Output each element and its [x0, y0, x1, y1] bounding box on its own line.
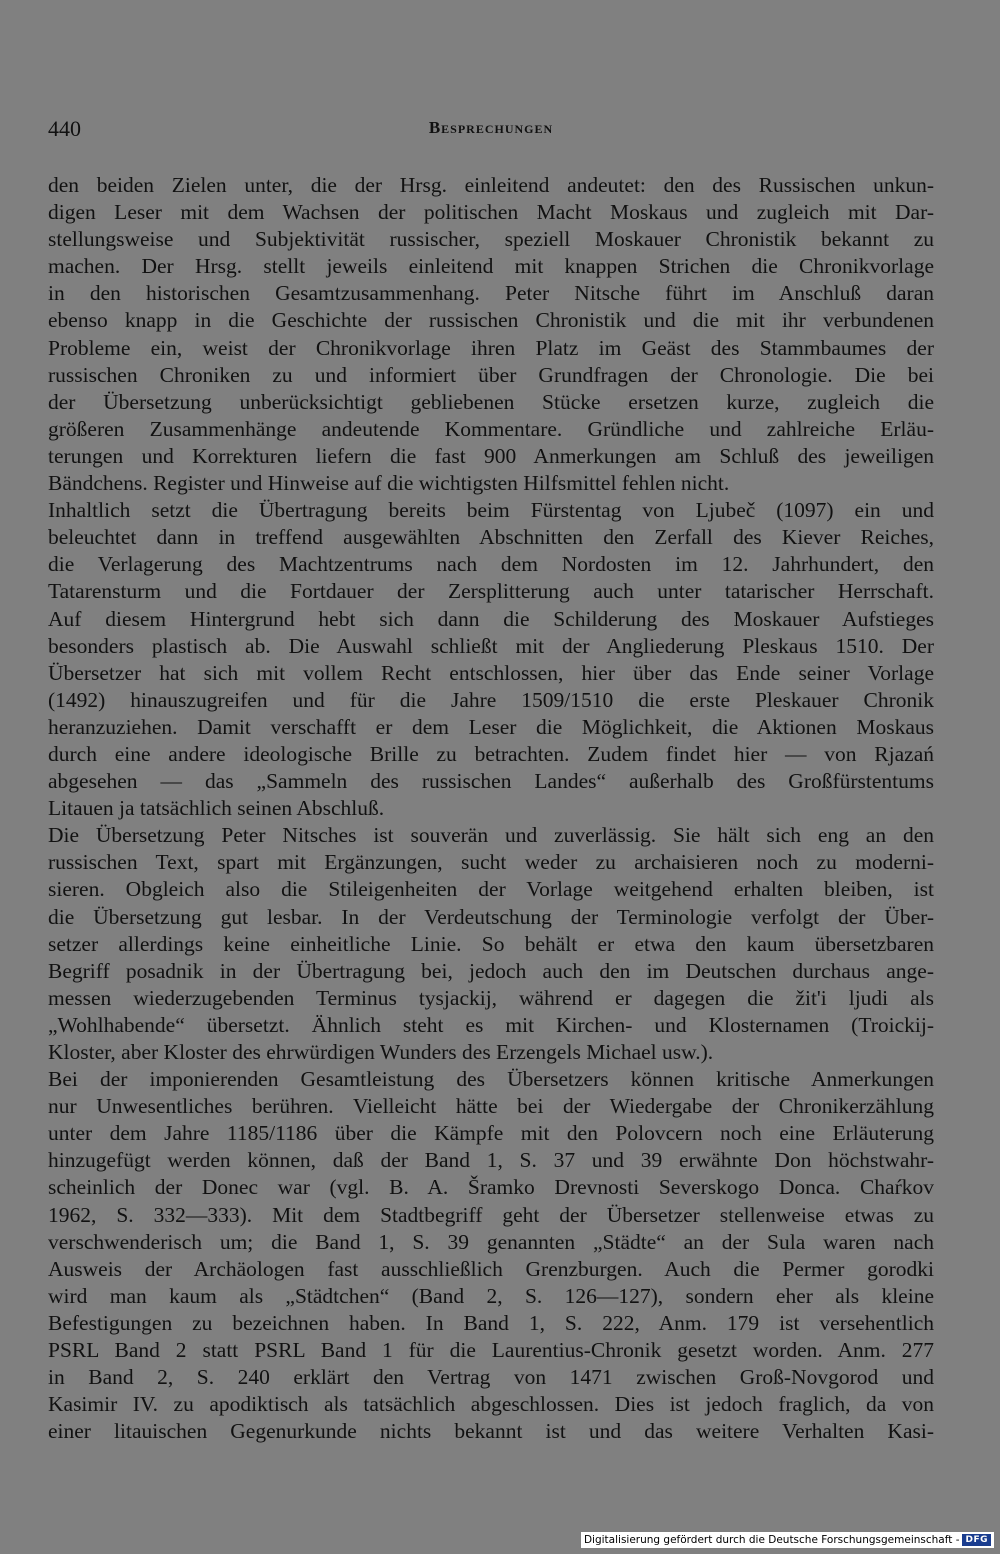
text-line: Auf diesem Hintergrund hebt sich dann die Schilderung des Moskauer Aufstieges [48, 606, 934, 631]
text-line: Bei der imponierenden Gesamtleistung des Übersetzers können kritische Anmerkungen [48, 1067, 934, 1092]
text-line: wird man kaum als „Städtchen“ (Band 2, S. 126—127), sondern eher als kleine [48, 1283, 934, 1308]
text-line: beleuchtet dann in treffend ausgewählten Abschnitten den Zerfall des Kiever Reiches, [48, 525, 934, 550]
text-line: 1962, S. 332—333). Mit dem Stadtbegriff geht der Übersetzer stellenweise etwas zu [48, 1202, 934, 1227]
text-line: machen. Der Hrsg. stellt jeweils einleitend mit knappen Strichen die Chronikvorlage [48, 254, 934, 279]
text-line: terungen und Korrekturen liefern die fast 900 Anmerkungen am Schluß des jeweiligen [48, 443, 934, 468]
text-line: Litauen ja tatsächlich seinen Abschluß. [48, 796, 385, 821]
text-line: größeren Zusammenhänge andeutende Kommentare. Gründliche und zahlreiche Erläu- [48, 416, 934, 441]
text-line: Kloster, aber Kloster des ehrwürdigen Wunders des Erzengels Michael usw.). [48, 1040, 714, 1064]
page-header [48, 116, 934, 146]
text-line: messen wiederzugebenden Terminus tysjackij, während er dagegen die žit'i ljudi als [48, 985, 934, 1010]
text-line: unter dem Jahre 1185/1186 über die Kämpfe mit den Polovcern noch eine Erläuterung [48, 1121, 934, 1146]
text-line: heranzuziehen. Damit verschafft er dem Leser die Möglichkeit, die Aktionen Moskaus [48, 714, 934, 739]
text-line: (1492) hinauszugreifen und für die Jahre 1509/1510 die erste Pleskauer Chronik [48, 687, 934, 712]
paragraph-2 [48, 497, 934, 822]
text-line: die Übersetzung gut lesbar. In der Verdeutschung der Terminologie verfolgt der Über- [48, 904, 934, 929]
text-line: stellungsweise und Subjektivität russischer, speziell Moskauer Chronistik bekannt zu [48, 227, 934, 252]
text-line: Ausweis der Archäologen fast ausschließlich Grenzburgen. Auch die Permer gorodki [48, 1256, 934, 1281]
text-line: nur Unwesentliches berühren. Vielleicht hätte bei der Wiedergabe der Chronikerzählung [48, 1094, 934, 1119]
text-line: digen Leser mit dem Wachsen der politischen Macht Moskaus und zugleich mit Dar- [48, 200, 934, 225]
text-line: russischen Chroniken zu und informiert über Grundfragen der Chronologie. Die bei [48, 362, 934, 387]
footer-text: Digitalisierung gefördert durch die Deutsche Forschungsgemeinschaft - [583, 1534, 960, 1546]
text-line: russischen Text, spart mit Ergänzungen, sucht weder zu archaisieren noch zu moderni- [48, 850, 934, 875]
text-line: sieren. Obgleich also die Stileigenheiten der Vorlage weitgehend erhalten bleiben, ist [48, 877, 934, 902]
running-title: Besprechungen [428, 118, 554, 137]
text-line: setzer allerdings keine einheitliche Linie. So behält er etwa den kaum übersetzbaren [48, 931, 934, 956]
text-line: einer litauischen Gegenurkunde nichts bekannt ist und das weitere Verhalten Kasi- [48, 1419, 934, 1444]
text-line: Bändchens. Register und Hinweise auf die wichtigsten Hilfsmittel fehlen nicht. [48, 471, 730, 496]
text-line: Die Übersetzung Peter Nitsches ist souverän und zuverlässig. Sie hält sich eng an den [48, 823, 934, 848]
review-text [48, 172, 934, 1445]
text-line: den beiden Zielen unter, die der Hrsg. einleitend andeutet: den des Russischen unkun- [48, 173, 934, 197]
text-line: hinzugefügt werden können, daß der Band 1, S. 37 und 39 erwähnte Don höchstwahr- [48, 1148, 934, 1173]
text-line: scheinlich der Donec war (vgl. B. A. Šramko Drevnosti Severskogo Donca. Chaŕkov [48, 1175, 934, 1200]
text-line: in Band 2, S. 240 erklärt den Vertrag von 1471 zwischen Groß-Novgorod und [48, 1365, 934, 1390]
text-line: durch eine andere ideologische Brille zu betrachten. Zudem findet hier — von Rjazań [48, 741, 934, 766]
paragraph-3 [48, 822, 934, 1066]
digitization-credit [581, 1532, 994, 1548]
paragraph-1 [48, 172, 934, 497]
text-line: abgesehen — das „Sammeln des russischen Landes“ außerhalb des Großfürstentums [48, 769, 934, 794]
text-line: Befestigungen zu bezeichnen haben. In Band 1, S. 222, Anm. 179 ist versehentlich [48, 1310, 934, 1335]
text-line: die Verlagerung des Machtzentrums nach dem Nordosten im 12. Jahrhundert, den [48, 552, 934, 577]
text-line: PSRL Band 2 statt PSRL Band 1 für die Laurentius-Chronik gesetzt worden. Anm. 277 [48, 1338, 934, 1363]
text-line: besonders plastisch ab. Die Auswahl schließt mit der Angliederung Pleskaus 1510. Der [48, 633, 934, 658]
text-line: Begriff posadnik in der Übertragung bei, jedoch auch den im Deutschen durchaus ange- [48, 958, 934, 983]
text-line: Tatarensturm und die Fortdauer der Zersplitterung auch unter tatarischer Herrschaft. [48, 579, 934, 604]
text-line: in den historischen Gesamtzusammenhang. Peter Nitsche führt im Anschluß daran [48, 281, 934, 306]
page-number: 440 [48, 116, 81, 141]
text-line: Kasimir IV. zu apodiktisch als tatsächlich abgeschlossen. Dies ist jedoch fraglich, da von [48, 1392, 934, 1417]
dfg-logo-icon: DFG [962, 1534, 991, 1546]
text-line: verschwenderisch um; die Band 1, S. 39 genannten „Städte“ an der Sula waren nach [48, 1229, 934, 1254]
text-line: Inhaltlich setzt die Übertragung bereits beim Fürstentag von Ljubeč (1097) ein und [48, 498, 934, 523]
text-line: der Übersetzung unberücksichtigt gebliebenen Stücke ersetzen kurze, zugleich die [48, 389, 934, 414]
paragraph-4 [48, 1066, 934, 1445]
text-line: ebenso knapp in die Geschichte der russischen Chronistik und die mit ihr verbundenen [48, 308, 934, 333]
text-line: Übersetzer hat sich mit vollem Recht entschlossen, hier über das Ende seiner Vorlage [48, 660, 934, 685]
text-line: Probleme ein, weist der Chronikvorlage ihren Platz im Geäst des Stammbaumes der [48, 335, 934, 360]
text-line: „Wohlhabende“ übersetzt. Ähnlich steht es mit Kirchen- und Klosternamen (Troickij- [48, 1012, 934, 1037]
